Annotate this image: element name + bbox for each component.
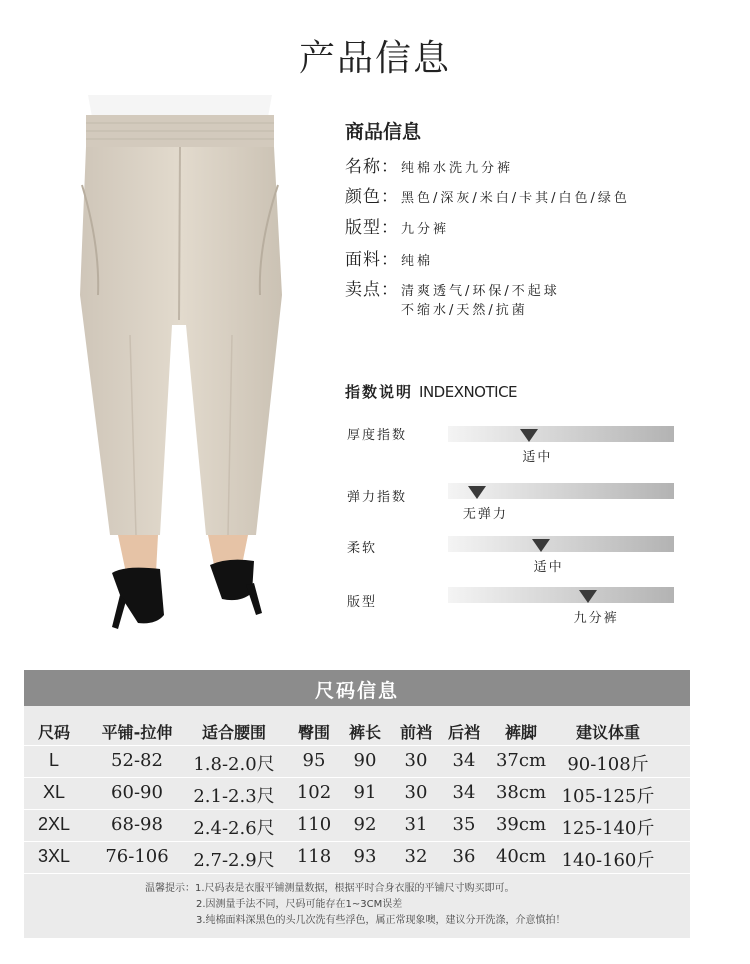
header-cell: 后裆 bbox=[447, 723, 480, 742]
table-cell: 37cm bbox=[495, 750, 547, 771]
info-selling-points-continued: 不缩水/天然/抗菌 bbox=[401, 303, 528, 318]
info-row-name bbox=[345, 152, 513, 177]
row-divider bbox=[24, 745, 690, 746]
table-cell: 140-160斤 bbox=[561, 850, 655, 871]
table-cell: 93 bbox=[353, 846, 377, 867]
table-cell: 34 bbox=[452, 750, 476, 771]
size-table-title: 尺码信息 bbox=[314, 680, 399, 702]
table-cell: XL bbox=[42, 782, 66, 802]
index-marker-elasticity bbox=[468, 486, 486, 499]
table-cell: 68-98 bbox=[111, 814, 163, 835]
header-cell: 平铺-拉伸 bbox=[101, 723, 173, 742]
info-value: 纯棉 bbox=[401, 254, 434, 269]
index-label-thickness: 厚度指数 bbox=[347, 428, 408, 443]
note-line: 3.纯棉面料深黑色的头几次洗有些浮色，属正常现象噢，建议分开洗涤，介意慎拍！ bbox=[196, 915, 566, 926]
info-row-fabric bbox=[345, 245, 433, 270]
info-heading: 商品信息 bbox=[345, 121, 422, 143]
table-cell: 2.7-2.9尺 bbox=[193, 850, 275, 871]
table-cell: 2.4-2.6尺 bbox=[193, 818, 275, 839]
info-value: 黑色/深灰/米白/卡其/白色/绿色 bbox=[401, 191, 630, 206]
table-cell: 52-82 bbox=[111, 750, 163, 771]
table-cell: 36 bbox=[452, 846, 476, 867]
index-value-fit: 九分裤 bbox=[573, 611, 619, 626]
info-label: 卖点： bbox=[345, 280, 399, 300]
table-cell: 34 bbox=[452, 782, 476, 803]
table-cell: 38cm bbox=[495, 782, 547, 803]
header-cell: 裤长 bbox=[348, 723, 381, 742]
info-value: 清爽透气/环保/不起球 bbox=[401, 284, 560, 299]
index-bar-softness bbox=[448, 536, 674, 552]
index-heading-en: INDEXNOTICE bbox=[419, 383, 518, 401]
info-label: 面料： bbox=[345, 250, 399, 270]
row-divider bbox=[24, 841, 690, 842]
table-cell: 90-108斤 bbox=[567, 754, 649, 775]
table-cell: 118 bbox=[296, 846, 332, 867]
table-cell: 31 bbox=[404, 814, 428, 835]
product-photo bbox=[60, 95, 300, 635]
header-cell: 裤脚 bbox=[504, 723, 537, 742]
table-cell: 35 bbox=[452, 814, 476, 835]
info-row-selling-points bbox=[345, 275, 560, 300]
info-label: 颜色： bbox=[345, 187, 399, 207]
header-cell: 臀围 bbox=[297, 723, 330, 742]
table-cell: 3XL bbox=[37, 846, 71, 866]
row-divider bbox=[24, 777, 690, 778]
info-row-color bbox=[345, 182, 630, 207]
index-marker-thickness bbox=[520, 429, 538, 442]
table-cell: 90 bbox=[353, 750, 377, 771]
row-divider bbox=[24, 809, 690, 810]
info-value: 九分裤 bbox=[401, 222, 450, 237]
index-value-elasticity: 无弹力 bbox=[462, 507, 508, 522]
table-cell: 60-90 bbox=[111, 782, 163, 803]
table-cell: 102 bbox=[296, 782, 332, 803]
index-marker-fit bbox=[579, 590, 597, 603]
index-heading-zh: 指数说明 bbox=[345, 383, 414, 401]
table-cell: 91 bbox=[353, 782, 377, 803]
index-marker-softness bbox=[532, 539, 550, 552]
table-cell: 110 bbox=[296, 814, 332, 835]
index-value-thickness: 适中 bbox=[522, 450, 553, 465]
note-line: 2.因测量手法不同，尺码可能存在1~3CM误差 bbox=[196, 899, 403, 910]
header-cell: 建议体重 bbox=[575, 723, 640, 742]
row-divider bbox=[24, 873, 690, 874]
table-cell: 32 bbox=[404, 846, 428, 867]
table-cell: 30 bbox=[404, 782, 428, 803]
info-label: 名称： bbox=[345, 157, 399, 177]
index-heading bbox=[345, 381, 517, 402]
table-cell: 2.1-2.3尺 bbox=[193, 786, 275, 807]
table-cell: L bbox=[48, 750, 59, 770]
index-label-fit: 版型 bbox=[347, 595, 378, 610]
table-cell: 92 bbox=[353, 814, 377, 835]
index-bar-thickness bbox=[448, 426, 674, 442]
info-value: 纯棉水洗九分裤 bbox=[401, 161, 514, 176]
index-label-elasticity: 弹力指数 bbox=[347, 490, 408, 505]
index-value-softness: 适中 bbox=[533, 560, 564, 575]
info-label: 版型： bbox=[345, 218, 399, 238]
table-cell: 105-125斤 bbox=[561, 786, 655, 807]
note-line: 温馨提示：1.尺码表是衣服平铺测量数据，根据平时合身衣服的平铺尺寸购买即可。 bbox=[145, 883, 515, 894]
table-cell: 2XL bbox=[37, 814, 71, 834]
table-cell: 1.8-2.0尺 bbox=[193, 754, 275, 775]
table-cell: 39cm bbox=[495, 814, 547, 835]
header-cell: 前裆 bbox=[399, 723, 432, 742]
table-cell: 76-106 bbox=[105, 846, 169, 867]
table-cell: 125-140斤 bbox=[561, 818, 655, 839]
table-cell: 40cm bbox=[495, 846, 547, 867]
page-title: 产品信息 bbox=[298, 38, 451, 79]
table-cell: 30 bbox=[404, 750, 428, 771]
header-cell: 尺码 bbox=[37, 723, 70, 742]
table-cell: 95 bbox=[302, 750, 326, 771]
info-row-fit bbox=[345, 213, 449, 238]
index-label-softness: 柔软 bbox=[347, 541, 378, 556]
index-bar-fit bbox=[448, 587, 674, 603]
header-cell: 适合腰围 bbox=[201, 723, 266, 742]
